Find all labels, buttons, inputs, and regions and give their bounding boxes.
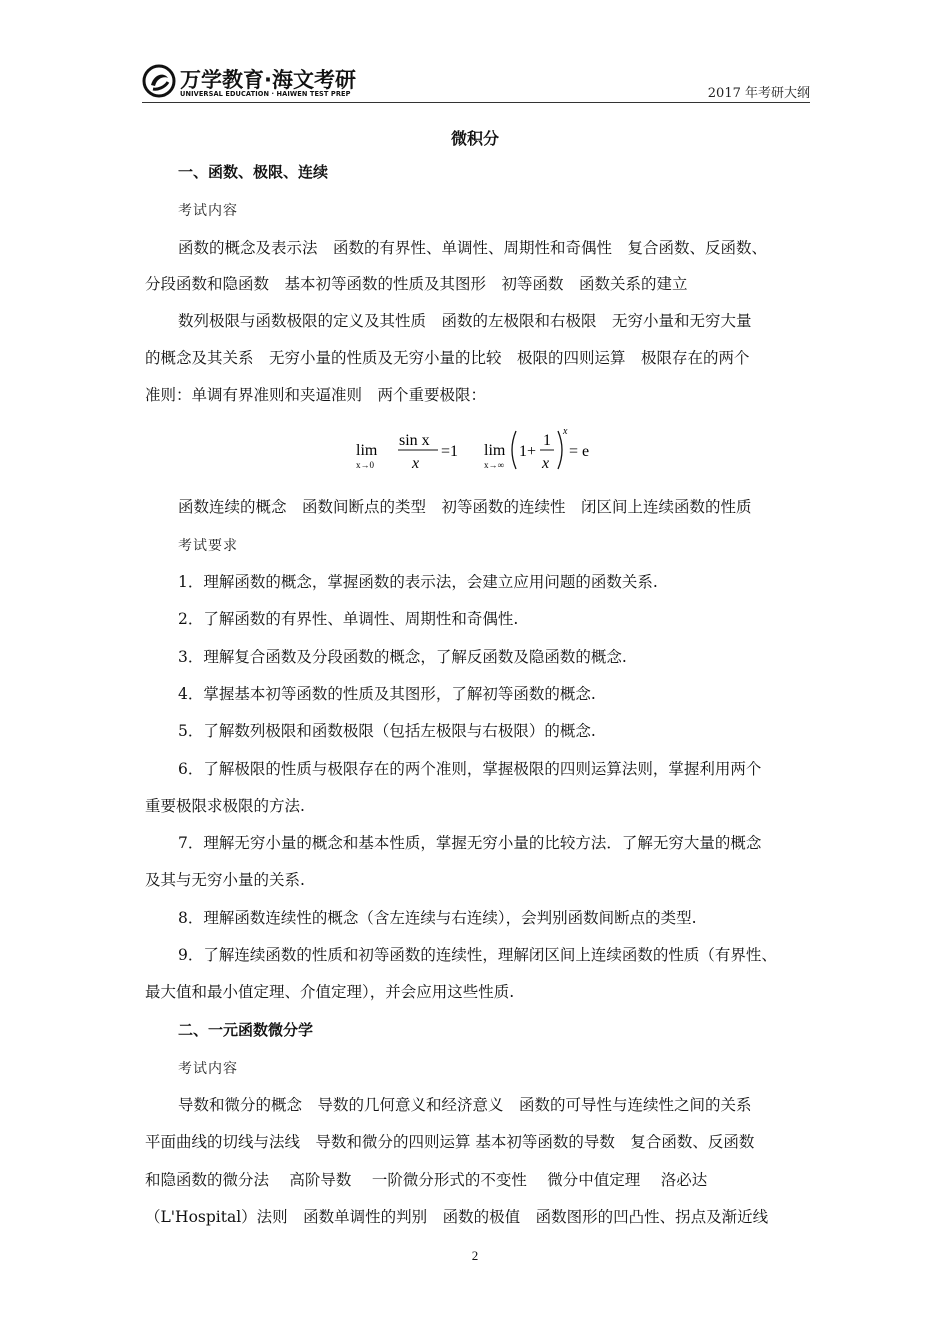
section-heading-1: 一、函数、极限、连续	[178, 163, 329, 181]
requirement-item: 4．掌握基本初等函数的性质及其图形，了解初等函数的概念.	[178, 685, 596, 703]
paragraph-line: 和隐函数的微分法 高阶导数 一阶微分形式的不变性 微分中值定理 洛必达	[145, 1171, 708, 1189]
requirement-item: 5．了解数列极限和函数极限（包括左极限与右极限）的概念.	[178, 722, 596, 740]
requirement-item: 1．理解函数的概念，掌握函数的表示法，会建立应用问题的函数关系.	[178, 573, 658, 591]
requirement-item: 6．了解极限的性质与极限存在的两个准则，掌握极限的四则运算法则，掌握利用两个	[178, 760, 762, 778]
requirement-item: 2．了解函数的有界性、单调性、周期性和奇偶性.	[178, 610, 519, 628]
exam-content-label: 考试内容	[178, 1061, 238, 1077]
exponent: x	[563, 426, 568, 437]
left-paren	[512, 431, 516, 469]
fraction-2-denominator: x	[542, 455, 550, 472]
paragraph-line: 函数的概念及表示法 函数的有界性、单调性、周期性和奇偶性 复合函数、反函数、	[178, 239, 768, 257]
requirement-item: 8．理解函数连续性的概念（含左连续与右连续），会判别函数间断点的类型.	[178, 909, 697, 927]
paragraph-line: 的概念及其关系 无穷小量的性质及无穷小量的比较 极限的四则运算 极限存在的两个	[145, 349, 750, 367]
paragraph-line: 数列极限与函数极限的定义及其性质 函数的左极限和右极限 无穷小量和无穷大量	[178, 312, 752, 330]
paragraph-line: 平面曲线的切线与法线 导数和微分的四则运算 基本初等函数的导数 复合函数、反函数	[145, 1133, 755, 1151]
lim-2-subscript: x→∞	[484, 460, 504, 470]
exam-requirements-label: 考试要求	[178, 538, 238, 554]
paragraph-line: 函数连续的概念 函数间断点的类型 初等函数的连续性 闭区间上连续函数的性质	[178, 498, 752, 516]
header-syllabus-label: 2017 年考研大纲	[707, 86, 810, 101]
requirement-item: 7．理解无穷小量的概念和基本性质，掌握无穷小量的比较方法．了解无穷大量的概念	[178, 834, 762, 852]
requirement-item: 3．理解复合函数及分段函数的概念，了解反函数及隐函数的概念.	[178, 648, 627, 666]
lim-1: lim	[356, 442, 378, 459]
requirement-item-continued: 重要极限求极限的方法.	[145, 797, 305, 815]
header-divider	[142, 102, 810, 103]
paragraph-line: 分段函数和隐函数 基本初等函数的性质及其图形 初等函数 函数关系的建立	[145, 275, 688, 293]
equals-one: =1	[441, 443, 459, 460]
fraction-1-numerator: sin x	[399, 432, 430, 449]
fraction-1-denominator: x	[412, 455, 420, 472]
equals-e: = e	[569, 443, 590, 460]
logo-text-en: UNIVERSAL EDUCATION · HAIWEN TEST PREP	[180, 90, 351, 98]
fraction-2-numerator: 1	[543, 432, 551, 449]
paragraph-line: （L'Hospital）法则 函数单调性的判别 函数的极值 函数图形的凹凸性、拐点及渐近线	[145, 1208, 769, 1226]
page-header	[142, 62, 810, 102]
lim-1-subscript: x→0	[356, 460, 374, 470]
logo-text-cn: 万学教育·海文考研	[180, 68, 356, 92]
page-number: 2	[471, 1248, 479, 1263]
one-plus: 1+	[519, 443, 537, 460]
right-paren	[558, 431, 562, 469]
important-limits-formula	[350, 425, 610, 475]
paragraph-line: 准则：单调有界准则和夹逼准则 两个重要极限：	[145, 386, 487, 404]
requirement-item: 9．了解连续函数的性质和初等函数的连续性，理解闭区间上连续函数的性质（有界性、	[178, 946, 777, 964]
lim-2: lim	[484, 442, 506, 459]
section-heading-2: 二、一元函数微分学	[178, 1021, 314, 1039]
exam-content-label: 考试内容	[178, 203, 238, 219]
page-title: 微积分	[450, 129, 499, 148]
requirement-item-continued: 及其与无穷小量的关系.	[145, 871, 305, 889]
paragraph-line: 导数和微分的概念 导数的几何意义和经济意义 函数的可导性与连续性之间的关系	[178, 1096, 752, 1114]
logo-mark-icon	[142, 64, 176, 98]
requirement-item-continued: 最大值和最小值定理、介值定理），并会应用这些性质.	[145, 983, 515, 1001]
